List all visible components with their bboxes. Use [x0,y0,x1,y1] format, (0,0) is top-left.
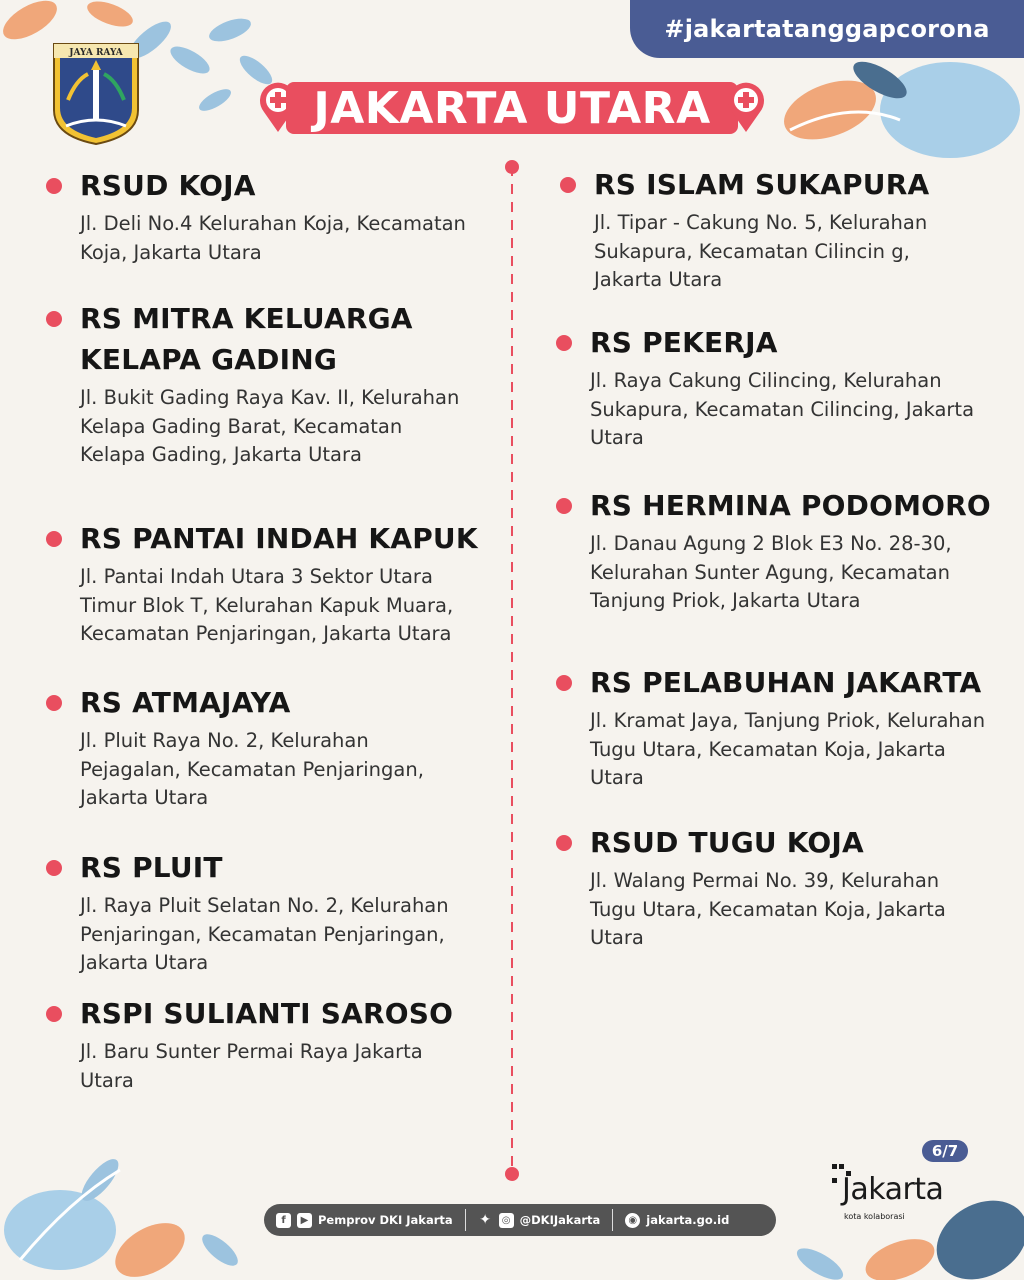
bullet [46,695,62,711]
footer-website-label[interactable]: jakarta.go.id [646,1213,730,1227]
hospital-entry [556,485,996,616]
hospital-address: Jl. Pantai Indah Utara 3 Sektor Utara Timur Blok T, Kelurahan Kapuk Muara, Kecamatan Penjaringan, Jakarta Utara [80,565,454,645]
leaf-decoration-top-right [760,40,1024,180]
hospital-address: Jl. Danau Agung 2 Blok E3 No. 28-30, Kelurahan Sunter Agung, Kecamatan Tanjung Priok, Jakarta Utara [590,532,952,612]
hospital-name: RSUD KOJA [80,169,256,202]
medical-pin-icon [724,78,768,134]
footer-fb-yt-label[interactable]: Pemprov DKI Jakarta [318,1213,453,1227]
hospital-entry [556,662,996,793]
hospital-entry [46,518,486,649]
dki-jakarta-emblem [50,40,142,146]
leaf-decoration-top-left [0,0,300,140]
twitter-icon[interactable]: ✦ [479,1212,491,1228]
bullet [556,335,572,351]
title-banner [256,78,768,136]
bullet [556,675,572,691]
divider-dot-bottom [505,1167,519,1181]
hospital-address: Jl. Raya Cakung Cilincing, Kelurahan Sukapura, Kecamatan Cilincing, Jakarta Utara [590,369,975,449]
social-footer-bar [264,1204,776,1236]
bullet [46,1006,62,1022]
jakarta-brand-logo [832,1164,982,1226]
column-divider [511,166,513,1174]
hospital-address: Jl. Raya Pluit Selatan No. 2, Kelurahan Penjaringan, Kecamatan Penjaringan, Jakarta Utara [80,894,449,974]
hospital-entry [556,322,996,453]
instagram-icon[interactable]: ◎ [499,1213,514,1228]
hospital-address: Jl. Kramat Jaya, Tanjung Priok, Kelurahan Tugu Utara, Kecamatan Koja, Jakarta Utara [590,709,986,789]
footer-separator [612,1209,613,1231]
hospital-name: RS PEKERJA [590,326,778,359]
hospital-name: RS ISLAM SUKAPURA [594,168,930,201]
hospital-address: Jl. Tipar - Cakung No. 5, Kelurahan Sukapura, Kecamatan Cilincin g, Jakarta Utara [594,211,928,291]
facebook-icon[interactable]: f [276,1213,291,1228]
hospital-name: RS PANTAI INDAH KAPUK [80,522,478,555]
hospital-entry [560,164,960,295]
hospital-name: RS HERMINA PODOMORO [590,489,991,522]
hospital-name: RS PLUIT [80,851,223,884]
brand-tagline: kota kolaborasi [844,1212,905,1221]
bullet [46,311,62,327]
hospital-name: RS MITRA KELUARGA KELAPA GADING [80,302,413,376]
hospital-entry [46,993,466,1095]
bullet [560,177,576,193]
leaf-decoration-bottom-left [0,1140,270,1280]
hospital-address: Jl. Baru Sunter Permai Raya Jakarta Utara [80,1040,423,1092]
hospital-address: Jl. Deli No.4 Kelurahan Koja, Kecamatan Koja, Jakarta Utara [80,212,466,264]
footer-tw-ig-label[interactable]: @DKIJakarta [519,1213,601,1227]
hospital-entry [46,682,456,813]
hashtag-banner: #jakartatanggapcorona [630,0,1024,58]
bullet [46,860,62,876]
divider-dot-top [505,160,519,174]
bullet [46,178,62,194]
bullet [46,531,62,547]
svg-text:JAYA RAYA: JAYA RAYA [69,48,123,58]
footer-group-web [613,1213,741,1228]
bullet [556,835,572,851]
hospital-name: RSUD TUGU KOJA [590,826,864,859]
hospital-name: RS PELABUHAN JAKARTA [590,666,982,699]
page-indicator: 6/7 [922,1140,968,1162]
footer-group-fb-yt [264,1213,465,1228]
title-pill [286,82,738,134]
footer-separator [465,1209,466,1231]
footer-group-tw-ig [466,1213,613,1228]
hospital-entry [46,165,496,267]
hospital-name: RSPI SULIANTI SAROSO [80,997,454,1030]
hospital-address: Jl. Bukit Gading Raya Kav. II, Kelurahan Kelapa Gading Barat, Kecamatan Kelapa Gading, Jakarta Utara [80,386,460,466]
hospital-entry [556,822,976,953]
globe-icon[interactable]: ◉ [625,1213,640,1228]
page-title: JAKARTA UTARA [313,82,711,134]
hospital-entry [46,847,476,978]
hospital-address: Jl. Pluit Raya No. 2, Kelurahan Pejagalan, Kecamatan Penjaringan, Jakarta Utara [80,729,424,809]
youtube-icon[interactable]: ▶ [297,1213,312,1228]
hospital-address: Jl. Walang Permai No. 39, Kelurahan Tugu Utara, Kecamatan Koja, Jakarta Utara [590,869,946,949]
hospital-entry [46,298,466,470]
brand-wordmark: Jakarta [842,1172,944,1207]
hospital-name: RS ATMAJAYA [80,686,291,719]
bullet [556,498,572,514]
